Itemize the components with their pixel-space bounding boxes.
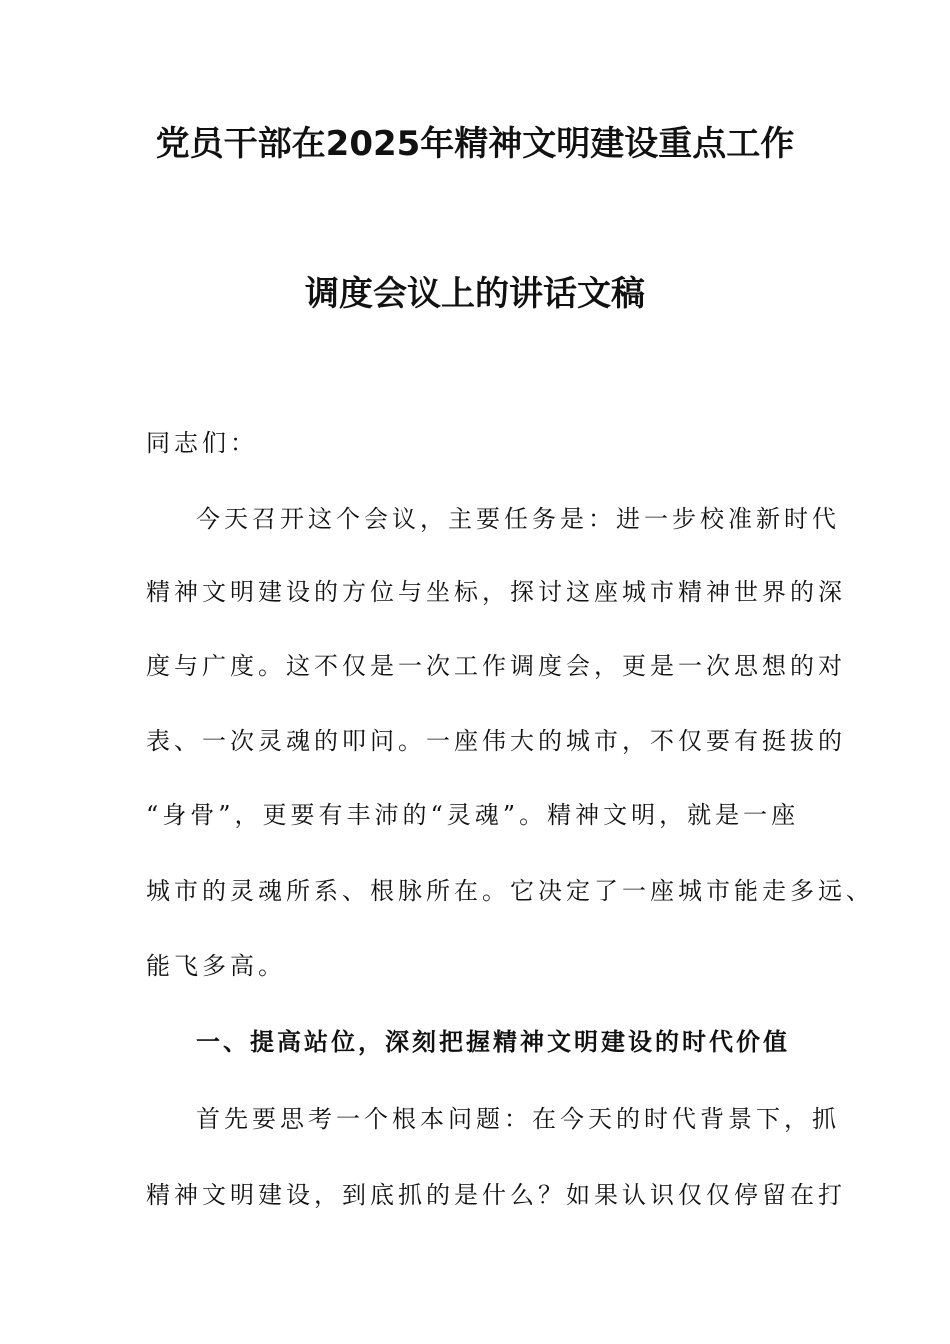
paragraph-1-line-6: 城市的灵魂所系、根脉所在。它决定了一座城市能走多远、	[146, 877, 874, 905]
section-1-heading: 一、提高站位，深刻把握精神文明建设的时代价值	[196, 1028, 790, 1056]
paragraph-1-line-5: “身骨”，更要有丰沛的“灵魂”。精神文明，就是一座	[146, 801, 800, 829]
document-title-line-1: 党员干部在2025年精神文明建设重点工作	[155, 124, 795, 164]
paragraph-1-line-1: 今天召开这个会议，主要任务是：进一步校准新时代	[196, 505, 840, 533]
document-title-line-2: 调度会议上的讲话文稿	[305, 274, 645, 314]
paragraph-2-line-2: 精神文明建设，到底抓的是什么？如果认识仅仅停留在打	[146, 1181, 846, 1209]
paragraph-1-line-4: 表、一次灵魂的叩问。一座伟大的城市，不仅要有挺拔的	[146, 727, 846, 755]
salutation: 同志们：	[146, 429, 258, 457]
paragraph-2-line-1: 首先要思考一个根本问题：在今天的时代背景下，抓	[196, 1105, 840, 1133]
paragraph-1-line-3: 度与广度。这不仅是一次工作调度会，更是一次思想的对	[146, 652, 846, 680]
paragraph-1-line-7: 能飞多高。	[146, 952, 286, 980]
paragraph-1-line-2: 精神文明建设的方位与坐标，探讨这座城市精神世界的深	[146, 578, 846, 606]
